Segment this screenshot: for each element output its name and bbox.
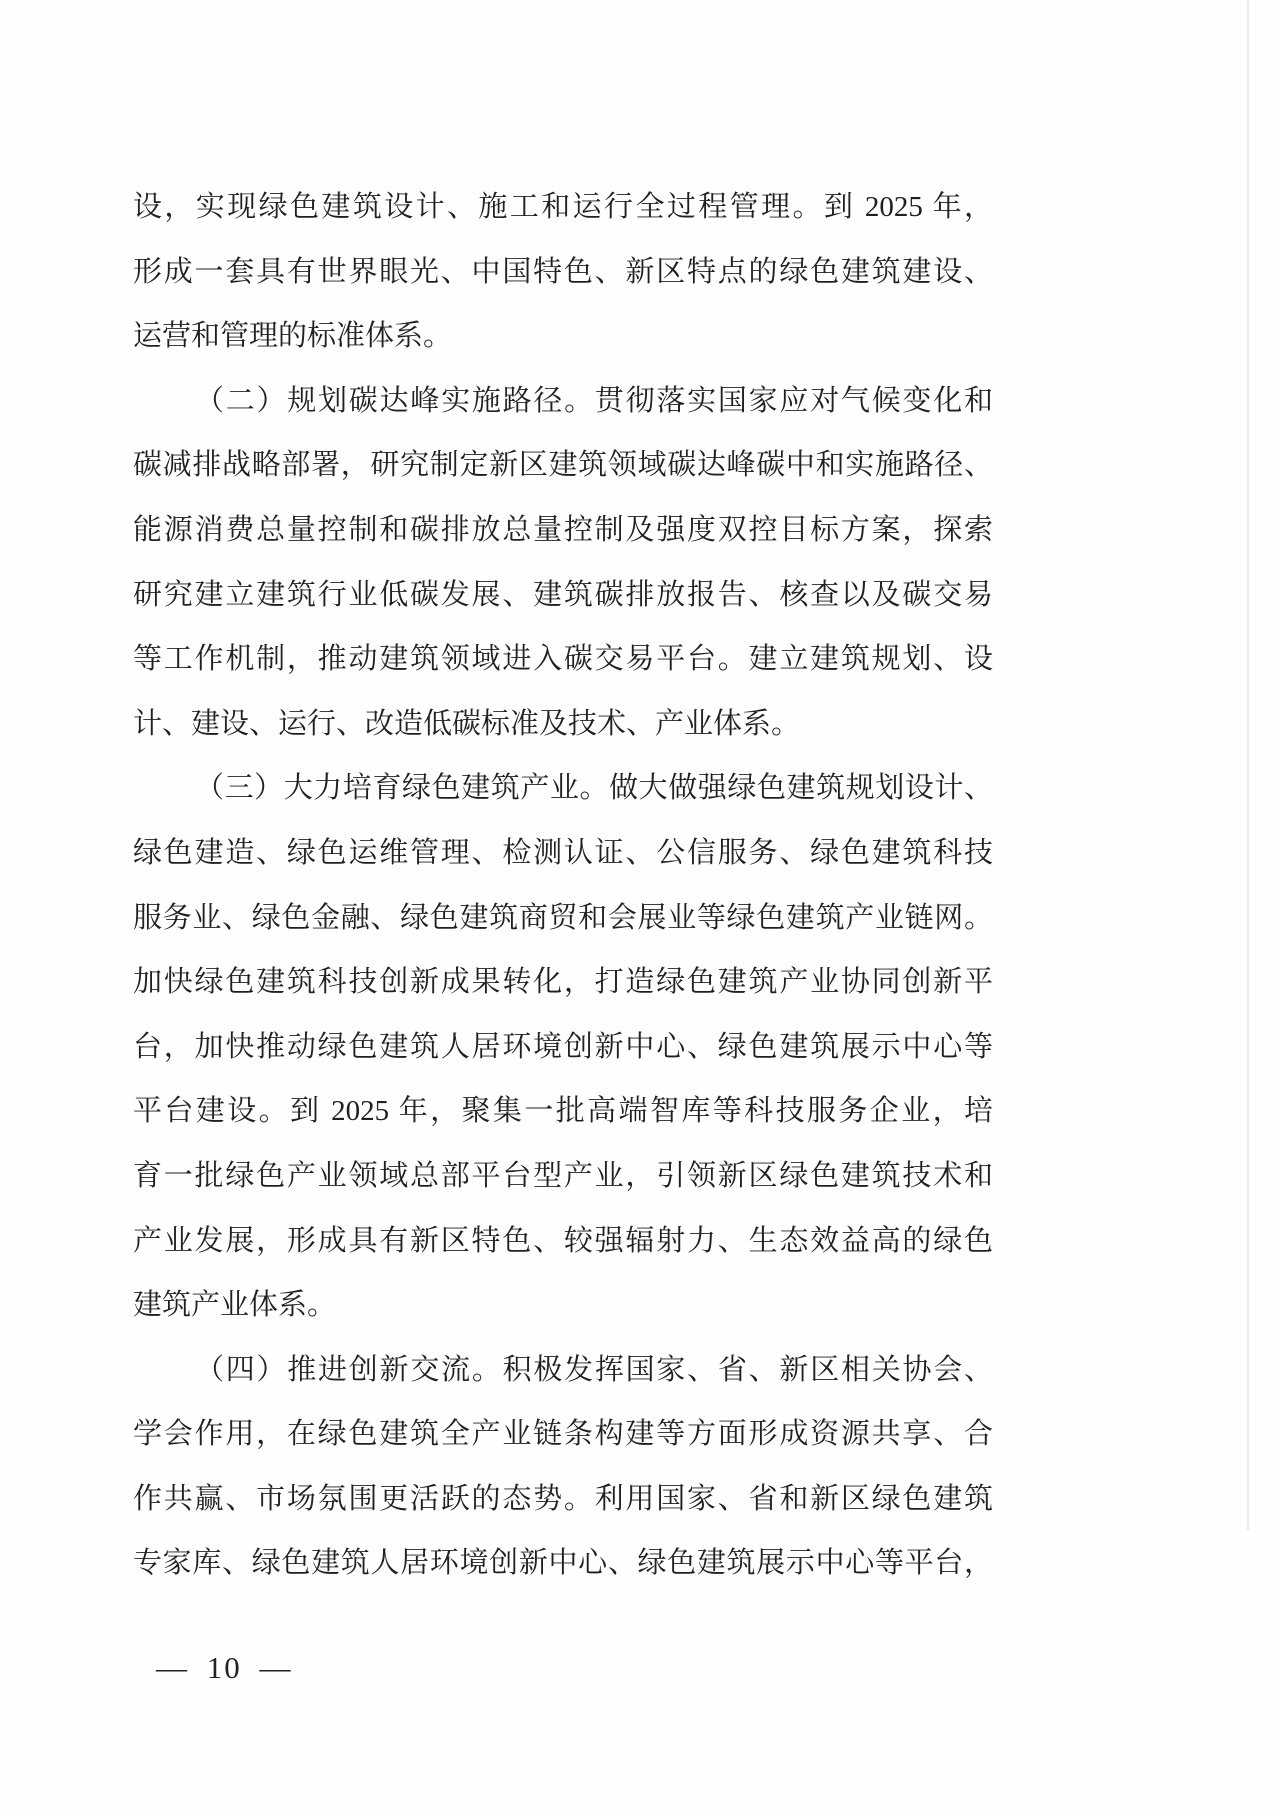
text-line: 作共赢、市场氛围更活跃的态势。利用国家、省和新区绿色建筑 xyxy=(133,1482,993,1515)
text-line: 育一批绿色产业领域总部平台型产业，引领新区绿色建筑技术和 xyxy=(133,1159,993,1192)
text-line: 台，加快推动绿色建筑人居环境创新中心、绿色建筑展示中心等 xyxy=(133,1030,993,1063)
text-line: 设，实现绿色建筑设计、施工和运行全过程管理。到 2025 年， xyxy=(133,191,993,223)
text-line: 学会作用，在绿色建筑全产业链条构建等方面形成资源共享、合 xyxy=(133,1418,993,1451)
text-line: 绿色建造、绿色运维管理、检测认证、公信服务、绿色建筑科技 xyxy=(133,836,993,869)
text-line: 平台建设。到 2025 年，聚集一批高端智库等科技服务企业，培 xyxy=(133,1095,993,1128)
paragraph xyxy=(133,175,993,369)
text-line: 加快绿色建筑科技创新成果转化，打造绿色建筑产业协同创新平 xyxy=(133,966,993,999)
scan-edge-artifact xyxy=(1247,0,1249,1530)
document-body-text xyxy=(133,175,993,1596)
text-line: 形成一套具有世界眼光、中国特色、新区特点的绿色建筑建设、 xyxy=(133,255,993,288)
paragraph xyxy=(133,369,993,757)
text-line: 计、建设、运行、改造低碳标准及技术、产业体系。 xyxy=(133,707,801,740)
text-line: （四）推进创新交流。积极发挥国家、省、新区相关协会、 xyxy=(195,1353,993,1386)
text-line: 等工作机制，推动建筑领域进入碳交易平台。建立建筑规划、设 xyxy=(133,643,993,676)
text-line: （三）大力培育绿色建筑产业。做大做强绿色建筑规划设计、 xyxy=(195,772,993,805)
text-line: 建筑产业体系。 xyxy=(133,1289,337,1322)
text-line: （二）规划碳达峰实施路径。贯彻落实国家应对气候变化和 xyxy=(195,384,993,417)
paragraph xyxy=(133,1338,993,1596)
text-line: 能源消费总量控制和碳排放总量控制及强度双控目标方案，探索 xyxy=(133,513,993,546)
text-line: 运营和管理的标准体系。 xyxy=(133,320,453,353)
text-line: 专家库、绿色建筑人居环境创新中心、绿色建筑展示中心等平台， xyxy=(133,1547,993,1580)
text-line: 产业发展，形成具有新区特色、较强辐射力、生态效益高的绿色 xyxy=(133,1224,993,1257)
page-number: — 10 — xyxy=(156,1650,293,1685)
text-line: 研究建立建筑行业低碳发展、建筑碳排放报告、核查以及碳交易 xyxy=(133,578,993,611)
text-line: 碳减排战略部署，研究制定新区建筑领域碳达峰碳中和实施路径、 xyxy=(133,449,993,482)
text-line: 服务业、绿色金融、绿色建筑商贸和会展业等绿色建筑产业链网。 xyxy=(133,901,993,934)
paragraph xyxy=(133,756,993,1337)
